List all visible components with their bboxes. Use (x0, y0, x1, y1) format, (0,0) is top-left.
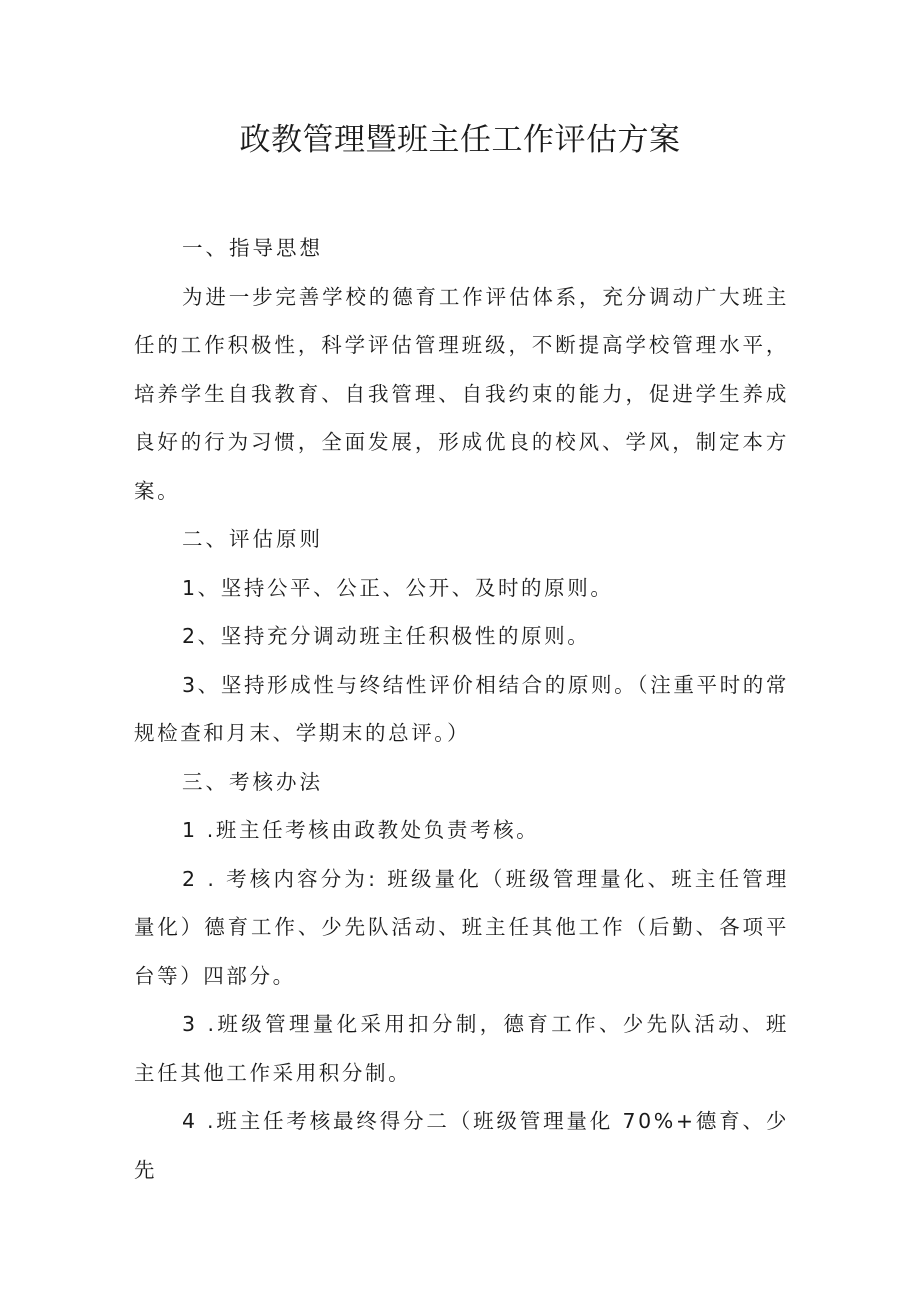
principle-item-3: 3、坚持形成性与终结性评价相结合的原则。（注重平时的常规检查和月末、学期末的总评。） (134, 672, 789, 745)
principle-item-2: 2、坚持充分调动班主任积极性的原则。 (182, 624, 591, 648)
principle-item-1: 1、坚持公平、公正、公开、及时的原则。 (182, 575, 614, 600)
paragraph-guiding-ideology: 为进一步完善学校的德育工作评估体系，充分调动广大班主任的工作积极性，科学评估管理班级，不断提高学校管理水平，培养学生自我教育、自我管理、自我约束的能力，促进学生养成良好的行为习惯，全面发展，形成优良的校风、学风，制定本方案。 (134, 284, 789, 503)
method-item-4: 4 .班主任考核最终得分二（班级管理量化 70%+德育、少先 (134, 1109, 789, 1182)
section-heading-guiding-ideology: 一、指导思想 (182, 236, 323, 260)
document-body (134, 224, 789, 1194)
document-title: 政教管理暨班主任工作评估方案 (239, 122, 681, 158)
method-item-3: 3 .班级管理量化采用扣分制，德育工作、少先队活动、班主任其他工作采用积分制。 (134, 1012, 789, 1085)
method-item-2: 2 . 考核内容分为: 班级量化（班级管理量化、班主任管理量化）德育工作、少先队活动、班主任其他工作（后勤、各项平台等）四部分。 (134, 866, 789, 988)
section-heading-evaluation-principles: 二、评估原则 (182, 527, 323, 551)
section-heading-assessment-methods: 三、考核办法 (182, 769, 323, 794)
method-item-1: 1 .班主任考核由政教处负责考核。 (182, 818, 540, 842)
